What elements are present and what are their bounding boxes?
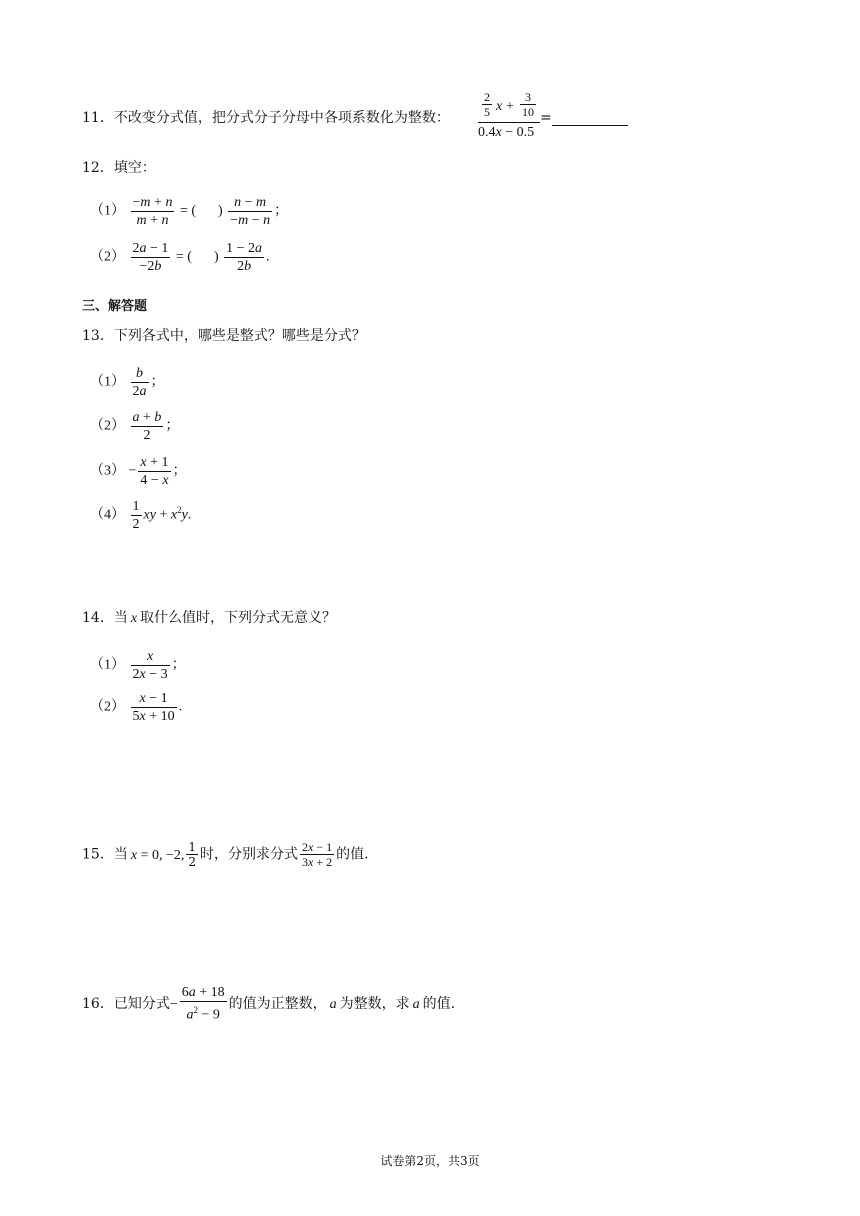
q13-part-2 xyxy=(90,409,179,444)
page-footer: 试卷第2页，共3页 xyxy=(380,1154,480,1168)
question-13-text: 下列各式中，哪些是整式？哪些是分式？ xyxy=(113,328,366,344)
fraction: $\frac{1}{2}$ xyxy=(188,840,196,869)
q13-part-4: （4） $\frac{1}{2}$ xy + $x^2y$. xyxy=(90,499,192,532)
punct: . xyxy=(178,699,183,715)
punct: ； xyxy=(171,657,186,673)
section-title: 三、解答题 xyxy=(82,299,148,314)
question-11-text: 不改变分式值，把分式分子分母中各项系数化为整数： xyxy=(113,110,450,126)
fraction: $\frac{1}{2}$ xyxy=(132,499,140,532)
fraction: $\frac{6a + 18}{a^2 - 9}$ xyxy=(181,985,225,1023)
fraction: $\frac{b}{2a}$ xyxy=(132,366,147,399)
equals-sign: = xyxy=(540,110,552,126)
part-label: （2） xyxy=(90,699,125,715)
q13-part-3: （3） − $\frac{x + 1}{4 - x}$ ； xyxy=(90,455,187,488)
part-label: （1） xyxy=(90,203,125,219)
answer-blank[interactable] xyxy=(552,111,628,126)
fraction: $\frac{x - 1}{5x + 10}$ xyxy=(132,691,175,724)
text: 取什么值时，下列分式无意义？ xyxy=(140,610,337,626)
punct: . xyxy=(266,249,270,265)
q12-part-1: （1） $\frac{-m + n}{m + n}$ = ( ) $\frac{n - m}{-m - n}$ ； xyxy=(90,195,289,228)
part-label: （3） xyxy=(90,463,125,479)
fraction: $\frac{x}{2x - 3}$ xyxy=(132,649,168,682)
text: 已知分式 xyxy=(113,995,170,1012)
punct: ； xyxy=(165,418,180,434)
q11-numerator: $\frac{2}{5}$ x + $\frac{3}{10}$ xyxy=(484,90,534,119)
punct: ； xyxy=(274,203,289,219)
question-15-number: 15． xyxy=(82,846,114,863)
fraction: $\frac{2a - 1}{-2b}$ xyxy=(132,241,169,274)
question-12-number: 12． xyxy=(82,160,114,176)
variable: a xyxy=(412,996,420,1012)
q11-complex-fraction xyxy=(478,90,544,141)
fraction: $\frac{x + 1}{4 - x}$ xyxy=(140,455,169,488)
text: 当 xyxy=(113,610,128,626)
question-11 xyxy=(82,108,450,128)
question-16-number: 16． xyxy=(82,995,114,1012)
punct: . xyxy=(187,507,192,523)
question-12 xyxy=(82,158,156,178)
fraction: $\frac{2x - 1}{3x + 2}$ xyxy=(301,840,333,869)
punct: ； xyxy=(150,374,165,390)
part-label: （1） xyxy=(90,657,125,673)
text: 当 xyxy=(113,846,128,863)
text: 的值. xyxy=(336,846,369,863)
q11-answer xyxy=(540,108,628,128)
part-label: （1） xyxy=(90,374,125,390)
text: 为整数，求 xyxy=(339,995,410,1012)
question-16: 16．已知分式− $\frac{6a + 18}{a^2 - 9}$ 的值为正整数， a 为整数，求 a 的值. xyxy=(82,985,456,1023)
values: x = 0, −2, xyxy=(130,847,185,863)
fraction: $\frac{a + b}{2}$ xyxy=(132,410,162,443)
part-label: （4） xyxy=(90,507,125,523)
fraction: $\frac{1 - 2a}{2b}$ xyxy=(226,241,263,274)
variable: x xyxy=(130,611,138,626)
values-list: = 0, −2, xyxy=(140,847,185,863)
part-label: （2） xyxy=(90,249,125,265)
q14-part-1 xyxy=(90,648,186,683)
text: 的值为正整数， xyxy=(228,995,327,1012)
question-13 xyxy=(82,326,366,346)
q11-denominator: 0.4x − 0.5 xyxy=(478,125,535,140)
question-14 xyxy=(82,608,336,629)
q14-part-2 xyxy=(90,690,182,725)
question-11-number: 11． xyxy=(82,110,114,126)
fraction: $\frac{-m + n}{m + n}$ xyxy=(132,195,173,228)
variable: a xyxy=(329,996,337,1012)
question-13-number: 13． xyxy=(82,328,114,344)
question-14-number: 14． xyxy=(82,610,114,626)
q13-part-1 xyxy=(90,365,165,400)
q12-part-2: （2） $\frac{2a - 1}{-2b}$ = ( ) $\frac{1 - 2a}{2b}$ . xyxy=(90,241,270,274)
text: 的值. xyxy=(422,995,456,1012)
part-label: （2） xyxy=(90,418,125,434)
punct: ； xyxy=(172,463,187,479)
question-12-text: 填空： xyxy=(113,160,156,176)
question-15 xyxy=(82,840,369,869)
text: 时，分别求分式 xyxy=(199,846,298,863)
fraction: $\frac{n - m}{-m - n}$ xyxy=(230,195,271,228)
